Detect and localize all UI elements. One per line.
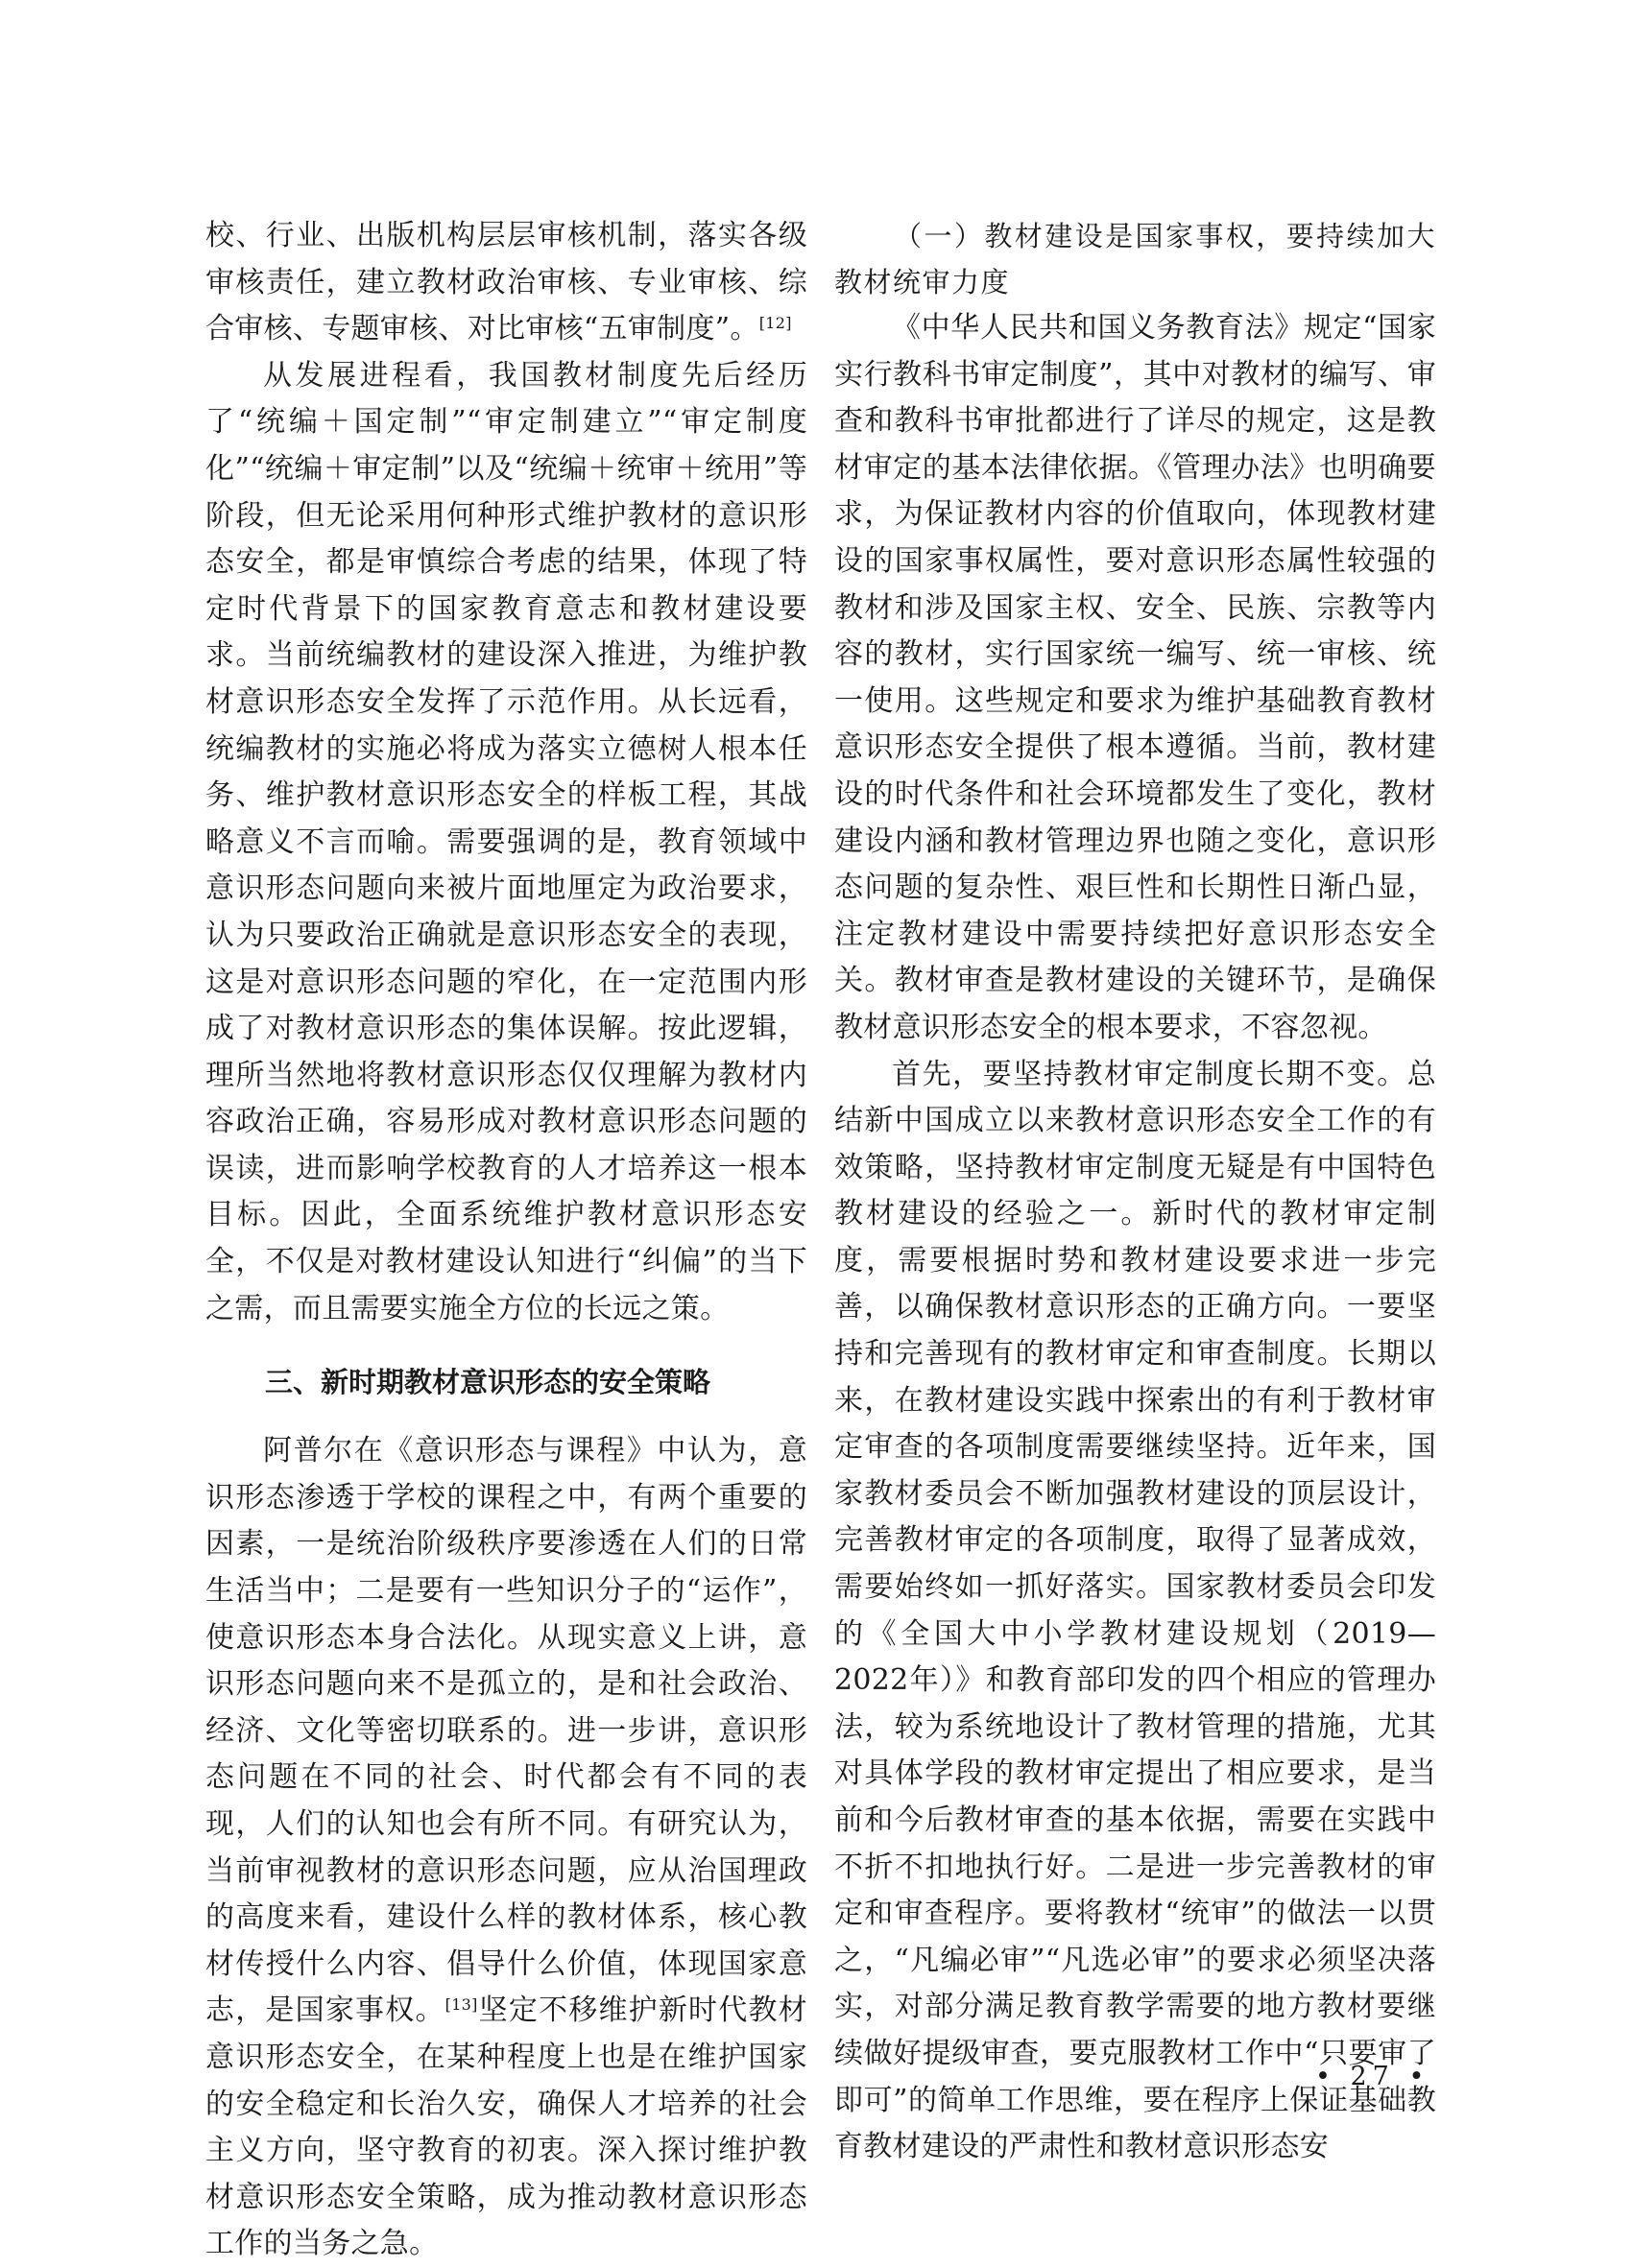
citation-12: [12] [758,314,792,333]
left-paragraph-3-text-b: 坚定不移维护新时代教材意识形态安全，在某种程度上也是在维护国家的安全稳定和长治久安，确保人才培养的社会主义方向，坚守教育的初衷。深入探讨维护教材意识形态安全策略，成为推动教材意识形态工作的当务之急。 [205,1993,807,2261]
page-number: • 27 • [1315,2062,1430,2091]
left-paragraph-2: 从发展进程看，我国教材制度先后经历了“统编＋国定制”“审定制建立”“审定制度化”“统编＋审定制”以及“统编＋统审＋统用”等阶段，但无论采用何种形式维护教材的意识形态安全，都是审慎综合考虑的结果，体现了特定时代背景下的国家教育意志和教材建设要求。当前统编教材的建设深入推进，为维护教材意识形态安全发挥了示范作用。从长远看，统编教材的实施必将成为落实立德树人根本任务、维护教材意识形态安全的样板工程，其战略意义不言而喻。需要强调的是，教育领域中意识形态问题向来被片面地厘定为政治要求，认为只要政治正确就是意识形态安全的表现，这是对意识形态问题的窄化，在一定范围内形成了对教材意识形态的集体误解。按此逻辑，理所当然地将教材意识形态仅仅理解为教材内容政治正确，容易形成对教材意识形态问题的误读，进而影响学校教育的人才培养这一根本目标。因此，全面系统维护教材意识形态安全，不仅是对教材建设认知进行“纠偏”的当下之需，而且需要实施全方位的长远之策。 [205,358,807,1325]
left-column [205,213,807,2268]
left-paragraph-1 [205,213,807,353]
left-paragraph-1-text: 校、行业、出版机构层层审核机制，落实各级审核责任，建立教材政治审核、专业审核、综合审核、专题审核、对比审核“五审制度”。 [205,219,807,346]
left-paragraph-3 [205,1428,807,2268]
subsection-heading-1: （一）教材建设是国家事权，要持续加大教材统审力度 [834,220,1436,298]
left-paragraph-3-text-a: 阿普尔在《意识形态与课程》中认为，意识形态渗透于学校的课程之中，有两个重要的因素，一是统治阶级秩序要渗透在人们的日常生活当中；二是要有一些知识分子的“运作”，使意识形态本身合法化。从现实意义上讲，意识形态问题向来不是孤立的，是和社会政治、经济、文化等密切联系的。进一步讲，意识形态问题在不同的社会、时代都会有不同的表现，人们的认知也会有所不同。有研究认为，当前审视教材的意识形态问题，应从治国理政的高度来看，建设什么样的教材体系，核心教材传授什么内容、倡导什么价值，体现国家意志，是国家事权。 [205,1434,807,2028]
right-column [834,213,1436,2171]
section-heading-3: 三、新时期教材意识形态的安全策略 [265,1366,711,1399]
citation-13: [13] [444,1995,478,2015]
right-paragraph-1: 《中华人民共和国义务教育法》规定“国家实行教科书审定制度”，其中对教材的编写、审查和教科书审批都进行了详尽的规定，这是教材审定的基本法律依据。《管理办法》也明确要求，为保证教材内容的价值取向，体现教材建设的国家事权属性，要对意识形态属性较强的教材和涉及国家主权、安全、民族、宗教等内容的教材，实行国家统一编写、统一审核、统一使用。这些规定和要求为维护基础教育教材意识形态安全提供了根本遵循。当前，教材建设的时代条件和社会环境都发生了变化，教材建设内涵和教材管理边界也随之变化，意识形态问题的复杂性、艰巨性和长期性日渐凸显，注定教材建设中需要持续把好意识形态安全关。教材审查是教材建设的关键环节，是确保教材意识形态安全的根本要求，不容忽视。 [834,311,1436,1044]
right-paragraph-2: 首先，要坚持教材审定制度长期不变。总结新中国成立以来教材意识形态安全工作的有效策略，坚持教材审定制度无疑是有中国特色教材建设的经验之一。新时代的教材审定制度，需要根据时势和教材建设要求进一步完善，以确保教材意识形态的正确方向。一要坚持和完善现有的教材审定和审查制度。长期以来，在教材建设实践中探索出的有利于教材审定审查的各项制度需要继续坚持。近年来，国家教材委员会不断加强教材建设的顶层设计，完善教材审定的各项制度，取得了显著成效，需要始终如一抓好落实。国家教材委员会印发的《全国大中小学教材建设规划（2019—2022年）》和教育部印发的四个相应的管理办法，较为系统地设计了教材管理的措施，尤其对具体学段的教材审定提出了相应要求，是当前和今后教材审查的基本依据，需要在实践中不折不扣地执行好。二是进一步完善教材的审定和审查程序。要将教材“统审”的做法一以贯之，“凡编必审”“凡选必审”的要求必须坚决落实，对部分满足教育教学需要的地方教材要继续做好提级审查，要克服教材工作中“只要审了即可”的简单工作思维，要在程序上保证基础教育教材建设的严肃性和教材意识形态安 [834,1057,1436,2164]
